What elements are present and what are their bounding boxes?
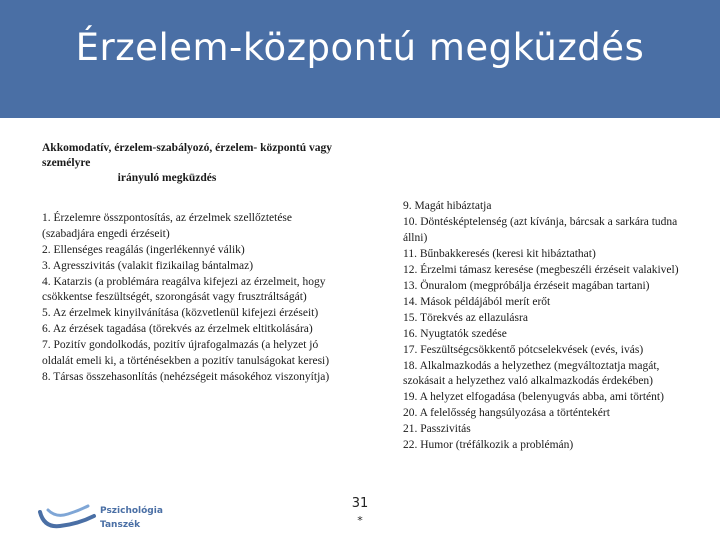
list-item: 9. Magát hibáztatja: [403, 200, 492, 212]
left-coping-list: [42, 211, 342, 386]
department-logo: [38, 498, 168, 534]
list-item: 19. A helyzet elfogadása (belenyugvás abba, ami történt): [403, 391, 664, 403]
scan-heading-line2: irányuló megküzdés: [117, 172, 217, 184]
list-item: 18. Alkalmazkodás a helyzethez (megváltoztatja magát, szokásait a helyzethez való alkalmazkodás érdekében): [403, 359, 660, 387]
slide-title: Érzelem-központú megküzdés: [75, 26, 645, 69]
scanned-text-left-column: [42, 0, 342, 540]
list-item: 10. Döntésképtelenség (azt kívánja, bárcsak a sarkára tudna állni): [403, 216, 678, 244]
list-item: 20. A felelősség hangsúlyozása a történtekért: [403, 407, 610, 419]
list-item: 3. Agresszivitás (valakit fizikailag bántalmaz): [42, 259, 254, 272]
list-item: 16. Nyugtatók szedése: [403, 327, 507, 340]
list-item: 11. Bűnbakkeresés (keresi kit hibáztathat): [403, 247, 596, 260]
list-item: 17. Feszültségcsökkentő pótcselekvések (evés, ivás): [403, 343, 644, 356]
scan-heading: [42, 141, 332, 186]
page-number: 31: [351, 496, 369, 511]
list-item: 2. Ellenséges reagálás (ingerlékennyé válik): [42, 243, 245, 256]
list-item: 21. Passzivitás: [403, 423, 471, 435]
scanned-text-right-column: [403, 0, 700, 540]
list-item: 5. Az érzelmek kinyilvánítása (közvetlenül kifejezi érzéseit): [42, 307, 319, 319]
list-item: 13. Önuralom (megpróbálja érzéseit magában tartani): [403, 279, 650, 292]
scan-heading-line1: Akkomodatív, érzelem-szabályozó, érzelem- központú vagy személyre: [42, 142, 333, 169]
list-item: 1. Érzelemre összpontosítás, az érzelmek szellőztetése (szabadjára engedi érzéseit): [42, 212, 293, 240]
wave-logo-icon: [38, 498, 98, 534]
list-item: 22. Humor (tréfálkozik a problémán): [403, 439, 574, 451]
list-item: 6. Az érzések tagadása (törekvés az érzelmek eltitkolására): [42, 323, 313, 335]
page-mark: *: [357, 514, 363, 527]
logo-text-line1: Pszichológia: [100, 506, 163, 516]
list-item: 7. Pozitív gondolkodás, pozitív újrafogalmazás (a helyzet jó oldalát emeli ki, a történésekben a pozitív tanulságokat keresi): [42, 339, 330, 367]
list-item: 12. Érzelmi támasz keresése (megbeszéli érzéseit valakivel): [403, 263, 679, 276]
list-item: 14. Mások példájából merít erőt: [403, 295, 551, 308]
list-item: 4. Katarzis (a problémára reagálva kifejezi az érzelmeit, hogy csökkentse feszültségét, szorongását vagy frusztráltságát): [42, 275, 326, 303]
list-item: 15. Törekvés az ellazulásra: [403, 311, 528, 324]
logo-text-line2: Tanszék: [100, 520, 141, 530]
right-coping-list: [403, 199, 700, 454]
list-item: 8. Társas összehasonlítás (nehézségeit másokéhoz viszonyítja): [42, 370, 330, 383]
